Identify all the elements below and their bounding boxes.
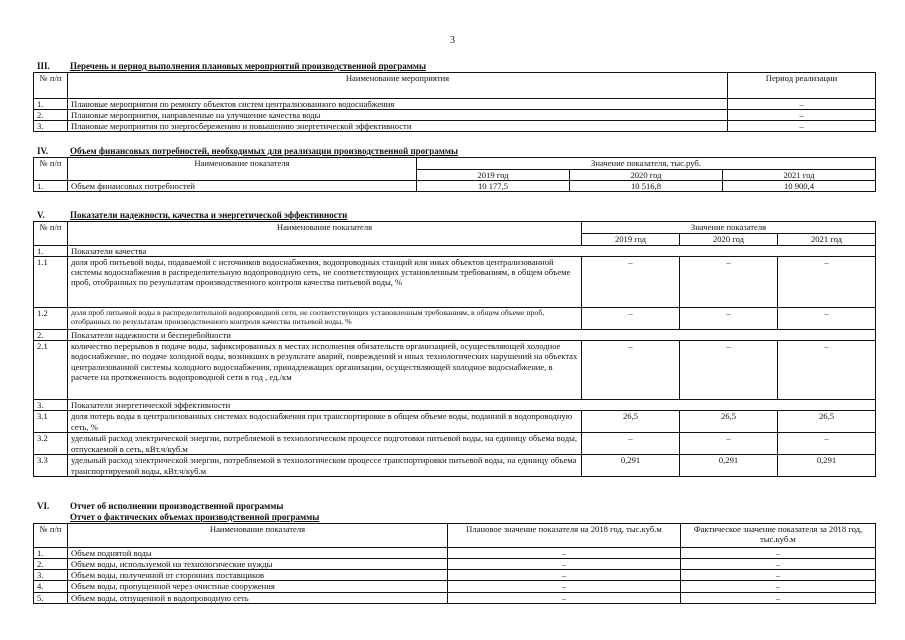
section-4-heading: Объем финансовых потребностей, необходимых для реализации производственной программы bbox=[70, 146, 459, 156]
section-3-title bbox=[33, 60, 875, 72]
table-row: 1.2 доля проб питьевой воды в распределительной водопроводной сети, не соответствующих установленным требованиям, в общем объеме проб, отобранных по результатам производственного контроля качества питьевой воды, % – – – bbox=[34, 308, 876, 330]
section-5 bbox=[33, 209, 875, 477]
table-row: 5. Объем воды, отпущенной в водопроводную сеть – – bbox=[34, 592, 876, 603]
header-2019: 2019 год bbox=[582, 234, 680, 246]
table-row: 4. Объем воды, пропущенной через очистные сооружения – – bbox=[34, 581, 876, 592]
table-row: 1. Объем финансовых потребностей 10 177,5 10 516,8 10 900,4 bbox=[34, 181, 876, 192]
header-fact: Фактическое значение показателя за 2018 год, тыс.куб.м bbox=[681, 524, 876, 548]
table-row-group: 3. Показатели энергетической эффективности bbox=[34, 400, 876, 411]
section-6-title bbox=[33, 500, 875, 512]
table-row: 1. Объем поднятой воды – – bbox=[34, 548, 876, 559]
section-4-table bbox=[33, 157, 876, 192]
table-row: 2. Плановые мероприятия, направленные на улучшение качества воды – bbox=[34, 110, 876, 121]
table-row: 1. Плановые мероприятия по ремонту объектов систем централизованного водоснабжения – bbox=[34, 99, 876, 110]
table-row-group: 2. Показатели надежности и бесперебойности bbox=[34, 330, 876, 341]
section-5-title bbox=[33, 209, 875, 221]
table-row: 3. Плановые мероприятия по энергосбережению и повышению энергетической эффективности – bbox=[34, 121, 876, 132]
header-name: Наименование мероприятия bbox=[68, 73, 728, 99]
table-row: 2. Объем воды, используемой на технологические нужды – – bbox=[34, 559, 876, 570]
section-3 bbox=[33, 60, 875, 132]
section-6-subtitle: Отчет о фактических объемах производственной программы bbox=[70, 512, 320, 522]
section-5-roman: V. bbox=[37, 210, 45, 220]
table-row: 3.1 доля потерь воды в централизованных системах водоснабжения при транспортировке в общем объеме воды, поданной в водопроводную сеть, % 26,5 26,5 26,5 bbox=[34, 411, 876, 433]
header-name: Наименование показателя bbox=[68, 158, 417, 181]
table-row-group: 1. Показатели качества bbox=[34, 246, 876, 257]
section-6 bbox=[33, 500, 875, 604]
header-name: Наименование показателя bbox=[68, 524, 448, 548]
section-4-title bbox=[33, 145, 875, 157]
header-2019: 2019 год bbox=[417, 170, 570, 181]
header-value: Значение показателя, тыс.руб. bbox=[417, 158, 876, 170]
header-period: Период реализации bbox=[728, 73, 876, 99]
section-6-subtitle-line bbox=[33, 512, 875, 523]
table-row: 3. Объем воды, полученной от сторонних поставщиков – – bbox=[34, 570, 876, 581]
section-5-heading: Показатели надежности, качества и энергетической эффективности bbox=[70, 210, 348, 220]
header-2021: 2021 год bbox=[778, 234, 876, 246]
header-num: № п/п bbox=[34, 158, 68, 181]
section-6-roman: VI. bbox=[37, 501, 50, 511]
header-num: № п/п bbox=[34, 222, 68, 246]
header-num: № п/п bbox=[34, 73, 68, 99]
section-4 bbox=[33, 145, 875, 192]
header-value: Значение показателя bbox=[582, 222, 876, 234]
header-name: Наименование показателя bbox=[68, 222, 582, 246]
table-row: 3.3 удельный расход электрической энергии, потребляемой в технологическом процессе транспортировки питьевой воды, на единицу объема транспортируемой воды, кВт.ч/куб.м 0,291 0,291 0,291 bbox=[34, 455, 876, 477]
section-3-table bbox=[33, 72, 876, 132]
section-3-heading: Перечень и период выполнения плановых мероприятий производственной программы bbox=[70, 61, 427, 71]
header-num: № п/п bbox=[34, 524, 68, 548]
header-2020: 2020 год bbox=[570, 170, 723, 181]
section-5-table bbox=[33, 221, 876, 477]
section-6-heading: Отчет об исполнении производственной программы bbox=[70, 501, 284, 511]
section-4-roman: IV. bbox=[37, 146, 49, 156]
header-2021: 2021 год bbox=[723, 170, 876, 181]
section-6-table bbox=[33, 523, 876, 604]
page-number: 3 bbox=[450, 35, 455, 46]
table-row: 3.2 удельный расход электрической энергии, потребляемой в технологическом процессе подготовки питьевой воды, на единицу объема воды, отпускаемой в сеть, кВт.ч/куб.м – – – bbox=[34, 433, 876, 455]
header-2020: 2020 год bbox=[680, 234, 778, 246]
header-plan: Плановое значение показателя на 2018 год, тыс.куб.м bbox=[448, 524, 681, 548]
section-3-roman: III. bbox=[37, 61, 50, 71]
table-row: 1.1 доля проб питьевой воды, подаваемой с источников водоснабжения, водопроводных станций или иных объектов централизованной системы водоснабжения в распределительную водопроводную сеть, не соответствующих установленным требованиям, в общем объеме проб, отобранных по результатам производственного контроля качества питьевой воды, % – – – bbox=[34, 257, 876, 308]
table-row: 2.1 количество перерывов в подаче воды, зафиксированных в местах исполнения обязательств организацией, осуществляющей холодное водоснабжение, по подаче холодной воды, возникших в результате аварий, повреждений и иных технологических нарушений на объектах централизованной системы холодного водоснабжения, принадлежащих организации, осуществляющей холодное водоснабжение, в расчете на протяженность водопроводной сети в год , ед./км – – – bbox=[34, 341, 876, 400]
